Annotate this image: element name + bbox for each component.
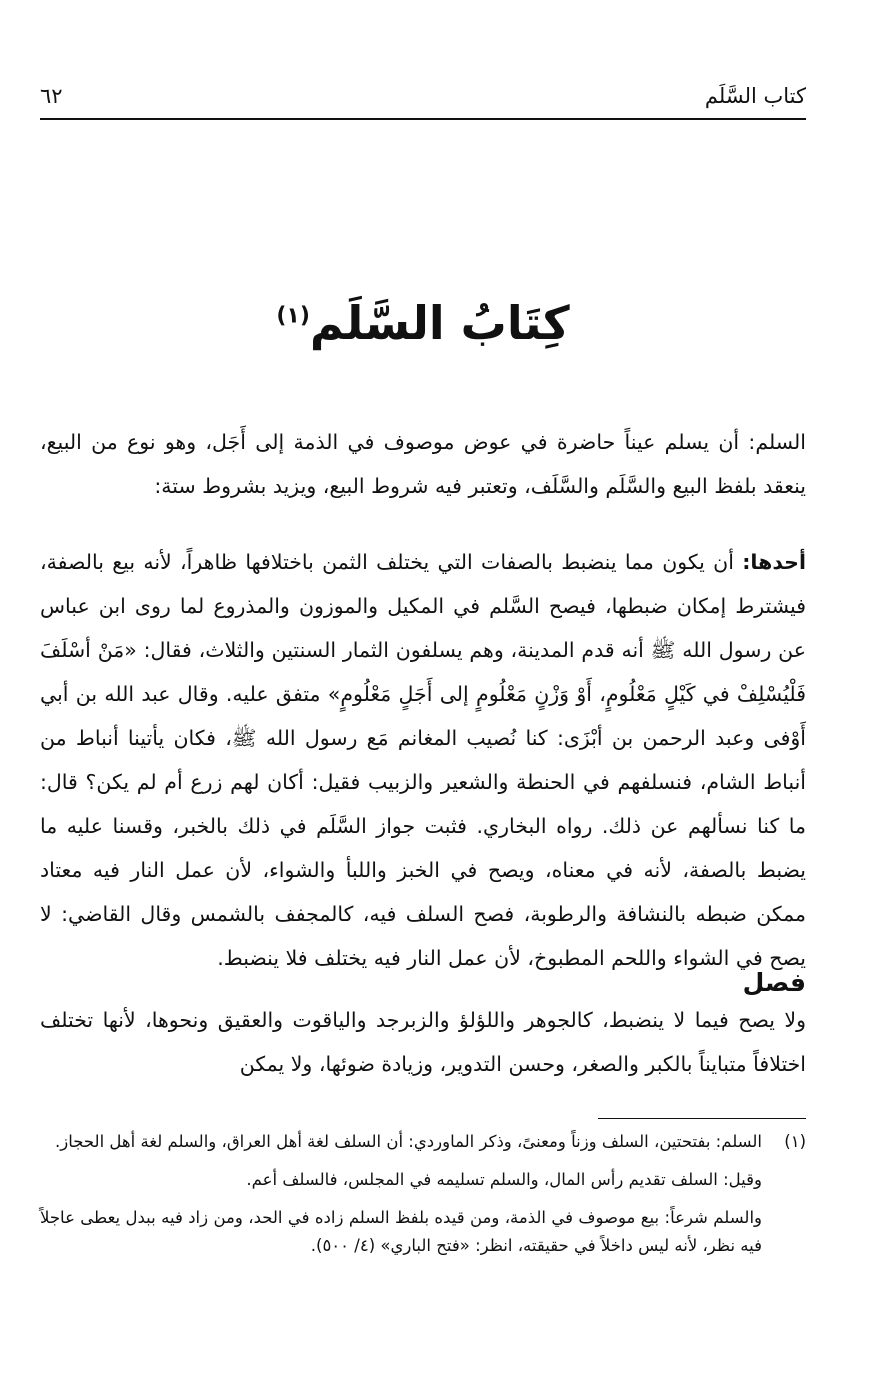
footnote-body	[40, 1128, 762, 1260]
footnote-line-1: السلم: بفتحتين، السلف وزناً ومعنىً، وذكر الماوردي: أن السلف لغة أهل العراق، والسلم لغة أهل الحجاز.	[55, 1132, 762, 1151]
first-condition-text: أن يكون مما ينضبط بالصفات التي يختلف الثمن باختلافها ظاهراً، لأنه بيع بالصفة، فيشترط إمكان ضبطها، فيصح السَّلم في المكيل والموزون والمذروع لما روى ابن عباس عن رسول الله ﷺ أنه قدم المدينة، وهم يسلفون الثمار السنتين والثلاث، فقال: «مَنْ أسْلَفَ فَلْيُسْلِفْ في كَيْلٍ مَعْلُومٍ، أَوْ وَزْنٍ مَعْلُومٍ إلى أَجَلٍ مَعْلُومٍ» متفق عليه. وقال عبد الله بن أبي أَوْفى وعبد الرحمن بن أبْزَى: كنا نُصيب المغانم مَع رسول الله ﷺ، فكان يأتينا أنباط من أنباط الشام، فنسلفهم في الحنطة والشعير والزبيب فقيل: أكان لهم زرع أم لم يكن؟ قال: ما كنا نسألهم عن ذلك. رواه البخاري. فثبت جواز السَّلَم في ذلك بالخبر، وقسنا عليه ما يضبط بالصفة، لأنه في معناه، ويصح في الخبز واللبأ والشواء، لأن عمل النار فيه معتاد ممكن ضبطه بالنشافة والرطوبة، فصح السلف فيه، كالمجفف بالشمس وقال القاضي: لا يصح في الشواء واللحم المطبوخ، لأن عمل النار فيه يختلف فلا ينضبط.	[40, 550, 806, 970]
footnote-1	[40, 1128, 806, 1260]
footnote-marker: (١)	[784, 1132, 806, 1151]
footnote-line-2: وقيل: السلف تقديم رأس المال، والسلم تسليمه في المجلس، فالسلف أعم.	[246, 1170, 762, 1189]
section-paragraph	[40, 998, 834, 1086]
definition-text: السلم: أن يسلم عيناً حاضرة في عوض موصوف في الذمة إلى أَجَل، وهو نوع من البيع، ينعقد بلفظ البيع والسَّلَم والسَّلَف، وتعتبر فيه شروط البيع، ويزيد بشروط ستة:	[40, 430, 806, 498]
section-heading: فصل	[742, 968, 806, 997]
definition-paragraph	[40, 420, 834, 508]
footnotes	[40, 1128, 806, 1260]
first-condition-paragraph	[40, 540, 834, 980]
page-number: ٦٢	[40, 84, 63, 108]
section-text: ولا يصح فيما لا ينضبط، كالجوهر واللؤلؤ والزبرجد والياقوت والعقيق ونحوها، لأنها تختلف اختلافاً متبايناً بالكبر والصغر، وحسن التدوير، وزيادة ضوئها، ولا يمكن	[40, 1008, 806, 1076]
footnote-line-3: والسلم شرعاً: بيع موصوف في الذمة، ومن قيده بلفظ السلم زاده في الحد، ومن زاد فيه ببدل يعطى عاجلاً فيه نظر، لأنه ليس داخلاً في حقيقته، انظر: «فتح الباري» (٤/ ٥٠٠).	[40, 1208, 762, 1255]
chapter-title	[40, 296, 806, 350]
footnote-divider	[598, 1118, 806, 1119]
running-title: كتاب السَّلَم	[704, 84, 806, 108]
first-condition-lead: أحدها:	[742, 550, 806, 574]
chapter-footnote-ref: (١)	[276, 303, 310, 329]
chapter-title-text: كِتَابُ السَّلَم	[309, 296, 570, 350]
page-header	[40, 78, 806, 120]
